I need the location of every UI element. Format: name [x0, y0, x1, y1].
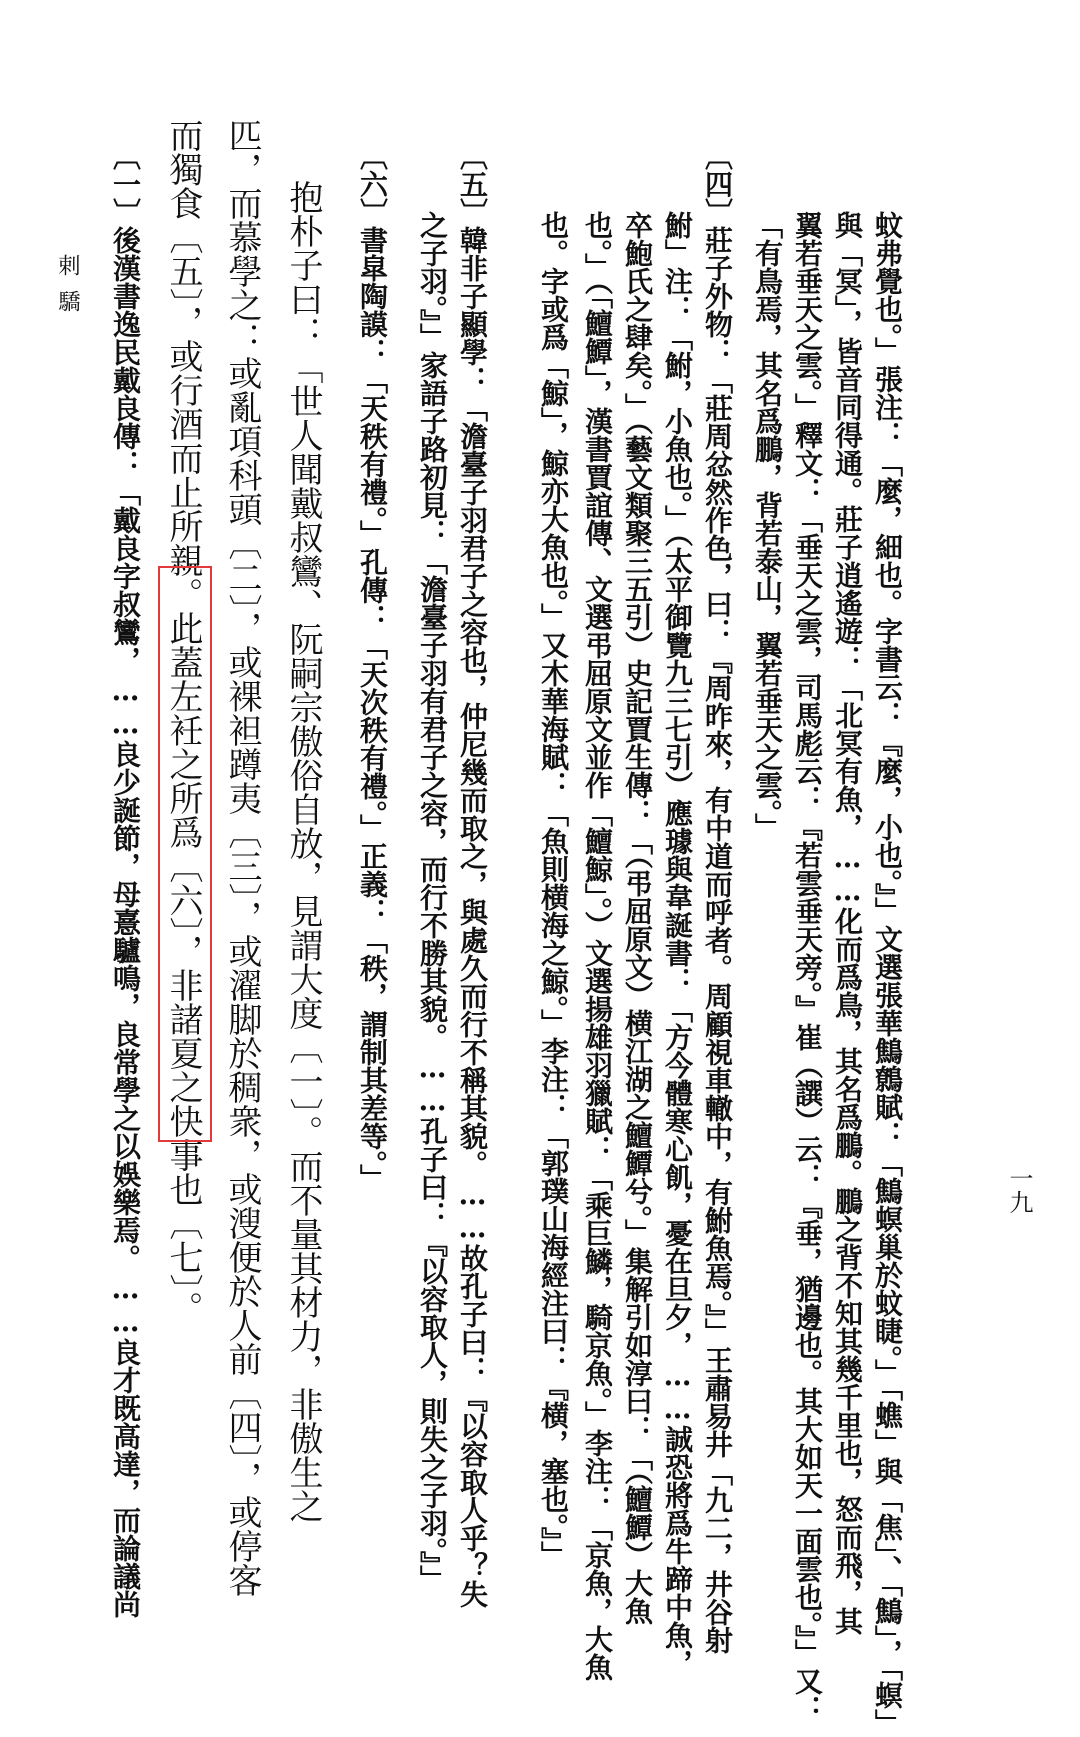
- running-title: 剌驕: [55, 254, 80, 326]
- commentary-column: 之子羽。』」家語子路初見：「澹臺子羽有君子之容，而行不勝其貌。……孔子曰：『以容取人，則失之子羽。』」: [416, 211, 449, 1593]
- commentary-column: 〔六〕書皐陶謨：「天秩有禮。」孔傳：「天次秩有禮。」正義：「秩，謂制其差等。」: [356, 142, 389, 1192]
- commentary-column: 〔四〕莊子外物：「莊周忿然作色，曰：『周昨來，有中道而呼者。周顧視車轍中，有鮒魚焉。』」王肅易井「九二，井谷射: [701, 142, 734, 1654]
- commentary-column: 「有鳥焉，其名爲鵬，背若泰山，翼若垂天之雲。」: [751, 211, 784, 841]
- page-number: 一九: [1005, 1166, 1033, 1214]
- main-text-column: 匹，而慕學之：或亂項科頭〔二〕，或裸袒蹲夷〔三〕，或濯脚於稠衆，或溲便於人前〔四〕，或停客: [222, 118, 262, 1597]
- commentary-column: 〔一〕後漢書逸民戴良傳：「戴良字叔鸞，……良少誕節，母憙驢鳴，良常學之以娛樂焉。……良才既高達，而論議尚: [109, 142, 142, 1618]
- main-text-column: 而獨食〔五〕，或行酒而止所親。此蓋左衽之所爲〔六〕，非諸夏之快事也〔七〕。: [163, 118, 203, 1325]
- commentary-column: 也。字或爲「鯨」，鯨亦大魚也。」又木華海賦：「魚則横海之鯨。」李注：「郭璞山海經注曰：『横，塞也。』」: [537, 211, 570, 1569]
- commentary-column: 也。」（「鱣鱏」，漢書賈誼傳、文選弔屈原文並作「鱣鯨」。）文選揚雄羽獵賦：「乘巨鱗，騎京魚。」李注：「京魚，大魚: [581, 211, 614, 1681]
- commentary-column: 卒鮑氏之肆矣。」（藝文類聚三五引）史記賈生傳：「（弔屈原文）横江湖之鱣鱏兮。」集解引如淳曰：「（鱣鱏）大魚: [621, 211, 654, 1625]
- commentary-column: 翼若垂天之雲。」釋文：「垂天之雲，司馬彪云：『若雲垂天旁。』崔（譔）云：『垂，猶邊也。其大如天一面雲也。』」又：: [791, 211, 824, 1723]
- commentary-column: 鮒」注：「鮒，小魚也。」（太平御覽九三七引）應璩與韋誕書：「方今體寒心飢，憂在旦夕，……誠恐將爲牛蹄中魚，: [661, 211, 694, 1677]
- commentary-column: 蚊弗覺也。」張注：「麼，細也。字書云：『麼，小也。』」文選張華鷦鷯賦：「鷦螟巢於蚊睫。」「蟭」與「焦」、「鷦」，「螟」: [871, 211, 904, 1737]
- commentary-column: 與「冥」，皆音同得通。莊子逍遙遊：「北冥有魚，……化而爲鳥，其名爲鵬。鵬之背不知其幾千里也，怒而飛，其: [831, 211, 864, 1635]
- main-text-column: 抱朴子曰：「世人聞戴叔鸞、阮嗣宗傲俗自放，見謂大度〔一〕。而不量其材力，非傲生之: [283, 180, 323, 1523]
- commentary-column: 〔五〕韓非子顯學：「澹臺子羽君子之容也，仲尼幾而取之，與處久而行不稱其貌。……故孔子曰：『以容取人乎？失: [456, 142, 489, 1608]
- highlight-box: [158, 566, 212, 1142]
